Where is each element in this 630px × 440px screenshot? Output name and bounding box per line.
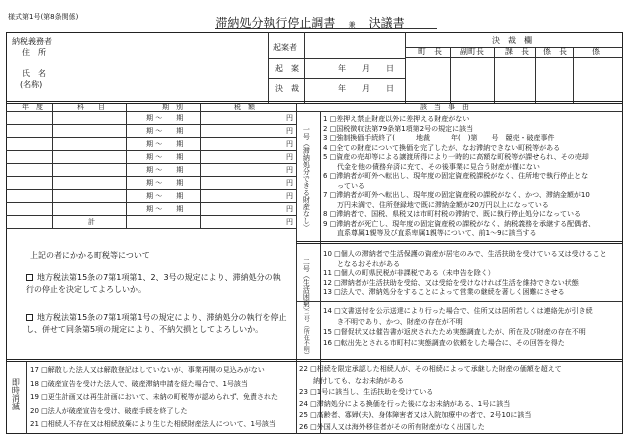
table-row-line: [6, 150, 296, 151]
immediate-label: 即時消滅: [11, 378, 21, 410]
reason-item: 直系尊属1親等及び直系卑属1親等について、前1〜9に該当する: [323, 229, 537, 237]
yen-cell: 円: [286, 114, 293, 122]
header-line: [6, 111, 623, 112]
yen-cell: 円: [286, 166, 293, 174]
checkbox[interactable]: [26, 314, 33, 321]
decision-label: 決 裁: [275, 84, 299, 93]
yen-cell: 円: [286, 192, 293, 200]
yen-cell: 円: [286, 205, 293, 213]
reason-item: 22 □相続を限定承認した相続人が、その相続によって承継した財産の価額を超えて: [299, 365, 562, 373]
reason-item: 26 □外国人又は海外移住者がその所有財産がなく出国した: [299, 422, 485, 431]
group-divider: [296, 301, 623, 302]
role-chief: 課 長: [505, 47, 529, 56]
reason-item: 万円未満で、住所登録地で既に滞納金額が20万円以上になっている: [323, 200, 549, 209]
reason-item: 11 □個人の町県民税が非課税である（未申告を除く）: [323, 269, 495, 277]
period-cell: 期 〜 期: [146, 205, 184, 213]
reason-item: 9 □滞納者が死亡し、現年度の固定資産税の課税がなく、納税義務を承継する配偶者、: [323, 219, 596, 228]
reason-item: 6 □滞納者が町外へ転出し、現年度の固定資産税課税がなく、住所地で執行停止とな: [323, 172, 589, 180]
title-mid: 兼: [348, 21, 356, 29]
immediate-right-list: [299, 364, 623, 433]
reason-item: となるおそれがある: [323, 259, 400, 268]
reason-item: 納付しても、なお未納がある: [299, 376, 404, 385]
yen-cell: 円: [286, 179, 293, 187]
name-label: 氏 名: [22, 69, 46, 78]
title-main: 滞納処分執行停止調書: [215, 16, 336, 30]
role-divider: [573, 47, 574, 103]
header-reason: 該 当 事 由: [420, 103, 469, 111]
role-staff: 係: [592, 47, 600, 56]
period-cell: 期 〜 期: [146, 127, 184, 135]
reason-item: 8 □滞納者で、国税、県税又は市町村税の滞納で、既に執行停止処分になっている: [323, 210, 582, 218]
period-cell: 期 〜 期: [146, 114, 184, 122]
option-1-text: 地方税法第15条の7第1項第1、2、3号の規定により、滞納処分の執行の停止を決定してよろしいか。: [26, 273, 281, 294]
reason-item: 4 □全ての財産について換価を完了したが、なお滞納できない町税等がある: [323, 143, 561, 152]
role-deputy: 副町長: [460, 47, 484, 56]
group3-label: 三号（所在不明）: [302, 310, 310, 358]
reason-item: 代金を他の債務弁済に充て、その後事業に見合う財産が僅にない: [323, 162, 540, 171]
immediate-left-list: [30, 364, 296, 432]
group2-list: [323, 250, 623, 298]
col-line: [52, 104, 53, 228]
approval-date-divider: [405, 32, 406, 103]
draft-date: 年 月 日: [338, 64, 394, 73]
table-row-line: [6, 202, 296, 203]
role-subchief: 係 長: [543, 47, 567, 56]
reason-item: 23 □1号に該当し、生活扶助を受けている: [299, 388, 434, 396]
role-mayor: 町 長: [418, 47, 442, 56]
yen-cell: 円: [286, 153, 293, 161]
role-divider: [494, 47, 495, 103]
reason-item: 16 □転出先とされる市町村に実態調査の依頼をした場合に、その回答を得た: [323, 338, 565, 347]
table-row-line: [6, 137, 296, 138]
approval-row-line-2: [268, 78, 405, 79]
reason-item: 24 □滞納処分による換価を行った後になお未納がある、1号に該当: [299, 399, 511, 408]
period-cell: 期 〜 期: [146, 179, 184, 187]
statement-intro: 上記の者にかかる町税等について: [30, 251, 150, 260]
reason-item: 21 □相続人不存在又は相続放棄により生じた相続財産法人について、1号該当: [30, 420, 276, 428]
kessai-label: 決 裁 欄: [492, 36, 532, 45]
reason-item: っている: [323, 181, 365, 190]
draft-label: 起 案: [275, 64, 299, 73]
reason-item: 7 □滞納者が町外へ転出し、現年度の固定資産税の課税がなく、かつ、滞納金額が10: [323, 191, 590, 199]
approval-row-line-1: [268, 58, 405, 59]
title-underline: [215, 28, 437, 29]
reason-item: 10 □個人の滞納者で生活保護の資産が居宅のみで、生活扶助を受けている又は受けること: [323, 250, 607, 258]
header-amount: 税 額: [234, 103, 255, 111]
approval-divider: [268, 32, 269, 103]
reason-item: 1 □差押え禁止財産以外に差押える財産がない: [323, 115, 470, 123]
period-cell: 期 〜 期: [146, 140, 184, 148]
reason-item: き不明であり、かつ、財産の存在が不明: [323, 317, 463, 326]
statement-option-2: [26, 312, 288, 336]
approval-inner-divider: [304, 32, 305, 103]
taxpayer-label: 納税義務者: [12, 37, 52, 46]
drafter-label: 起案者: [273, 43, 297, 52]
col-line: [296, 104, 297, 434]
form-number: 様式第1号(第8条関係): [8, 13, 79, 21]
reason-item: 3 □強制換価手続終了( 地裁 年( )第 号 競売・破産事件: [323, 134, 555, 142]
table-row-line: [6, 176, 296, 177]
period-cell: 期 〜 期: [146, 153, 184, 161]
group2-label: 二号（生活困窮）: [302, 258, 311, 314]
decision-date: 年 月 日: [338, 84, 394, 93]
immediate-label-divider: [26, 362, 27, 434]
group3-list: [323, 306, 623, 348]
header-item: 科 目: [77, 103, 105, 111]
table-bottom-line: [6, 228, 296, 229]
header-year: 年 度: [22, 103, 43, 111]
header-period: 期 別: [162, 103, 183, 111]
col-line: [126, 104, 127, 228]
table-row-line: [6, 189, 296, 190]
option-2-text: 地方税法第15条の7第1項第1号の規定により、滞納処分の執行を停止し、併せて同条第5項の規定により、不納欠損としてよろしいか。: [26, 313, 287, 334]
table-row-line: [6, 124, 296, 125]
reason-item: 15 □督促状又は催告書が返戻されたため実態調査したが、所在及び財産の存在不明: [323, 328, 586, 336]
table-row-line: [6, 215, 296, 216]
section-divider: [6, 359, 623, 362]
yen-cell: 円: [286, 127, 293, 135]
group-divider: [296, 241, 623, 244]
reason-item: 14 □文書送付を公示送達により行った場合で、住所又は居所若しくは連絡先が引き続: [323, 307, 593, 315]
group1-label: 一号（滞納処分できる財産なし）: [302, 126, 311, 231]
reason-item: 19 □更生計画又は再生計画において、未納の町税等が認められず、免責された: [30, 393, 279, 401]
reason-item: 13 □法人で、滞納処分をすることによって営業の継続を著しく困難にさせる: [323, 288, 565, 296]
reason-item: 17 □解散した法人又は解散登記はしていないが、事業再開の見込みがない: [30, 366, 265, 374]
col-line: [200, 104, 201, 228]
statement-option-1: [26, 272, 288, 296]
checkbox[interactable]: [26, 274, 33, 281]
address-label: 住 所: [22, 48, 46, 57]
yen-cell: 円: [286, 140, 293, 148]
reason-item: 20 □法人が破産宣告を受け、破産手続を終了した: [30, 406, 188, 415]
reason-item: 25 □高齢者、寡婦(夫)、身体障害者又は入院加療中の者で、2号10に該当: [299, 411, 532, 419]
table-row-line: [6, 163, 296, 164]
role-divider: [535, 47, 536, 103]
reason-item: 18 □破産宣告を受けた法人で、破産滞納申請を経た場合で、1号該当: [30, 379, 248, 388]
group1-list: [323, 115, 623, 239]
reason-item: 5 □資産の売却等による譲渡所得により一時的に高額な町税等が課せられ、その売却: [323, 153, 589, 161]
period-cell: 期 〜 期: [146, 192, 184, 200]
role-divider: [450, 47, 451, 103]
period-cell: 期 〜 期: [146, 166, 184, 174]
reason-item: 2 □国税徴収法第79条第1項第2号の規定に該当: [323, 124, 474, 133]
title-end: 決議書: [368, 16, 405, 30]
roles-line: [405, 57, 623, 58]
name-sub-label: (名称): [20, 80, 43, 89]
total-yen: 円: [286, 218, 293, 226]
total-label: 計: [88, 218, 95, 226]
reason-item: 12 □滞納者が生活扶助を受給、又は受給を受けなければ生活を維持できない状態: [323, 278, 579, 287]
